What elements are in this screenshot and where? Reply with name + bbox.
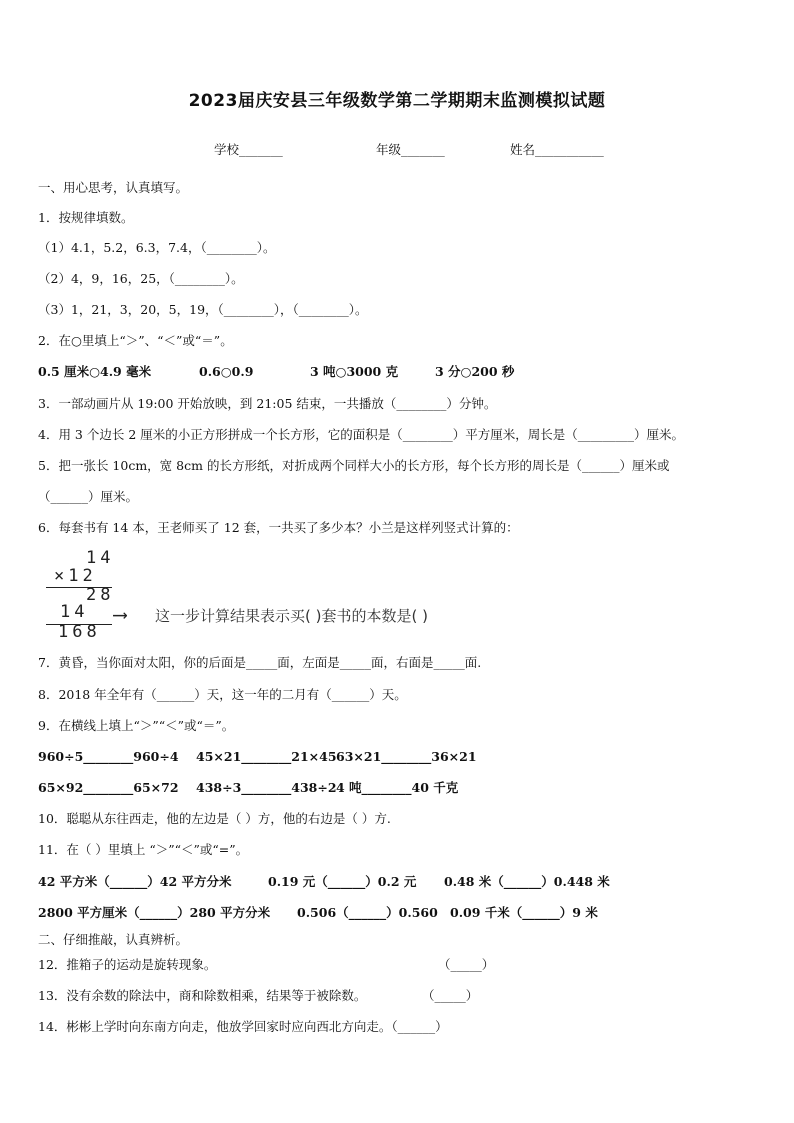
q12-answer-blank[interactable]: （_____） xyxy=(438,957,495,972)
q2-stem: 2．在○里填上“＞”、“＜”或“＝”。 xyxy=(38,333,233,348)
q2-item: 3 分○200 秒 xyxy=(435,364,515,379)
q1-part-2: （2）4，9，16，25，（________）。 xyxy=(38,271,244,286)
q9-stem: 9．在横线上填上“＞”“＜”或“＝”。 xyxy=(38,718,235,733)
partial-product-2: 14 xyxy=(60,602,89,622)
q11-item: 0.09 千米（______）9 米 xyxy=(450,905,598,920)
arrow-icon: ⟶ xyxy=(114,602,127,626)
q7: 7．黄昏，当你面对太阳，你的后面是_____面，左面是_____面，右面是_____面. xyxy=(38,655,482,670)
q5-line-1: 5．把一张长 10cm，宽 8cm 的长方形纸，对折成两个同样大小的长方形，每个长方形的周长是（______）厘米或 xyxy=(38,458,670,473)
page-title: 2023届庆安县三年级数学第二学期期末监测模拟试题 xyxy=(188,91,606,111)
product: 168 xyxy=(58,622,101,642)
section-1-heading: 一、用心思考，认真填写。 xyxy=(38,180,189,195)
q2-item: 0.5 厘米○4.9 毫米 xyxy=(38,364,152,379)
q9-item: 4 吨________40 千克 xyxy=(336,780,459,795)
q9-item: 65×92________65×72 xyxy=(38,780,179,795)
q9-item: 438÷3________438÷2 xyxy=(196,780,337,795)
grade-field[interactable]: 年级_______ xyxy=(376,142,445,157)
q11-stem: 11．在（ ）里填上 “＞”“＜”或“=”。 xyxy=(38,842,249,857)
q9-item: 960÷5________960÷4 xyxy=(38,749,179,764)
q11-item: 0.506（______）0.560 xyxy=(297,905,438,920)
multiplicand: 14 xyxy=(86,548,115,568)
q4: 4．用 3 个边长 2 厘米的小正方形拼成一个长方形，它的面积是（________）平方厘米，周长是（_________）厘米。 xyxy=(38,427,685,442)
q14: 14．彬彬上学时向东南方向走，他放学回家时应向西北方向走。（______） xyxy=(38,1019,448,1034)
q12: 12．推箱子的运动是旋转现象。 xyxy=(38,957,217,972)
q11-item: 0.48 米（______）0.448 米 xyxy=(444,874,610,889)
q13: 13．没有余数的除法中，商和除数相乘，结果等于被除数。 xyxy=(38,988,367,1003)
step-annotation: 这一步计算结果表示买( )套书的本数是( ) xyxy=(155,607,428,625)
q3: 3．一部动画片从 19:00 开始放映，到 21:05 结束，一共播放（________）分钟。 xyxy=(38,396,497,411)
q5-line-2: （______）厘米。 xyxy=(38,489,139,504)
q2-item: 0.6○0.9 xyxy=(199,364,254,379)
multiplier: ×12 xyxy=(54,566,97,586)
q11-item: 0.19 元（______）0.2 元 xyxy=(268,874,417,889)
q11-item: 42 平方米（______）42 平方分米 xyxy=(38,874,232,889)
q2-item: 3 吨○3000 克 xyxy=(310,364,399,379)
q9-item: 45×21________21×45 xyxy=(196,749,337,764)
partial-product-1: 28 xyxy=(86,585,115,605)
q1-part-1: （1）4.1，5.2，6.3，7.4，（________）。 xyxy=(38,240,276,255)
q9-item: 63×21________36×21 xyxy=(336,749,477,764)
section-2-heading: 二、仔细推敲，认真辨析。 xyxy=(38,932,189,947)
q6-stem: 6．每套书有 14 本，王老师买了 12 套，一共买了多少本？小兰是这样列竖式计算的： xyxy=(38,520,519,535)
name-field[interactable]: 姓名___________ xyxy=(510,142,604,157)
q1-part-3: （3）1，21，3，20，5，19，（________），（________）。 xyxy=(38,302,368,317)
q11-item: 2800 平方厘米（______）280 平方分米 xyxy=(38,905,271,920)
q1-stem: 1．按规律填数。 xyxy=(38,210,134,225)
q13-answer-blank[interactable]: （_____） xyxy=(422,988,479,1003)
q8: 8．2018 年全年有（______）天，这一年的二月有（______）天。 xyxy=(38,687,407,702)
q10: 10．聪聪从东往西走，他的左边是（ ）方，他的右边是（ ）方. xyxy=(38,811,391,826)
vertical-multiplication xyxy=(40,548,600,644)
school-field[interactable]: 学校_______ xyxy=(214,142,283,157)
